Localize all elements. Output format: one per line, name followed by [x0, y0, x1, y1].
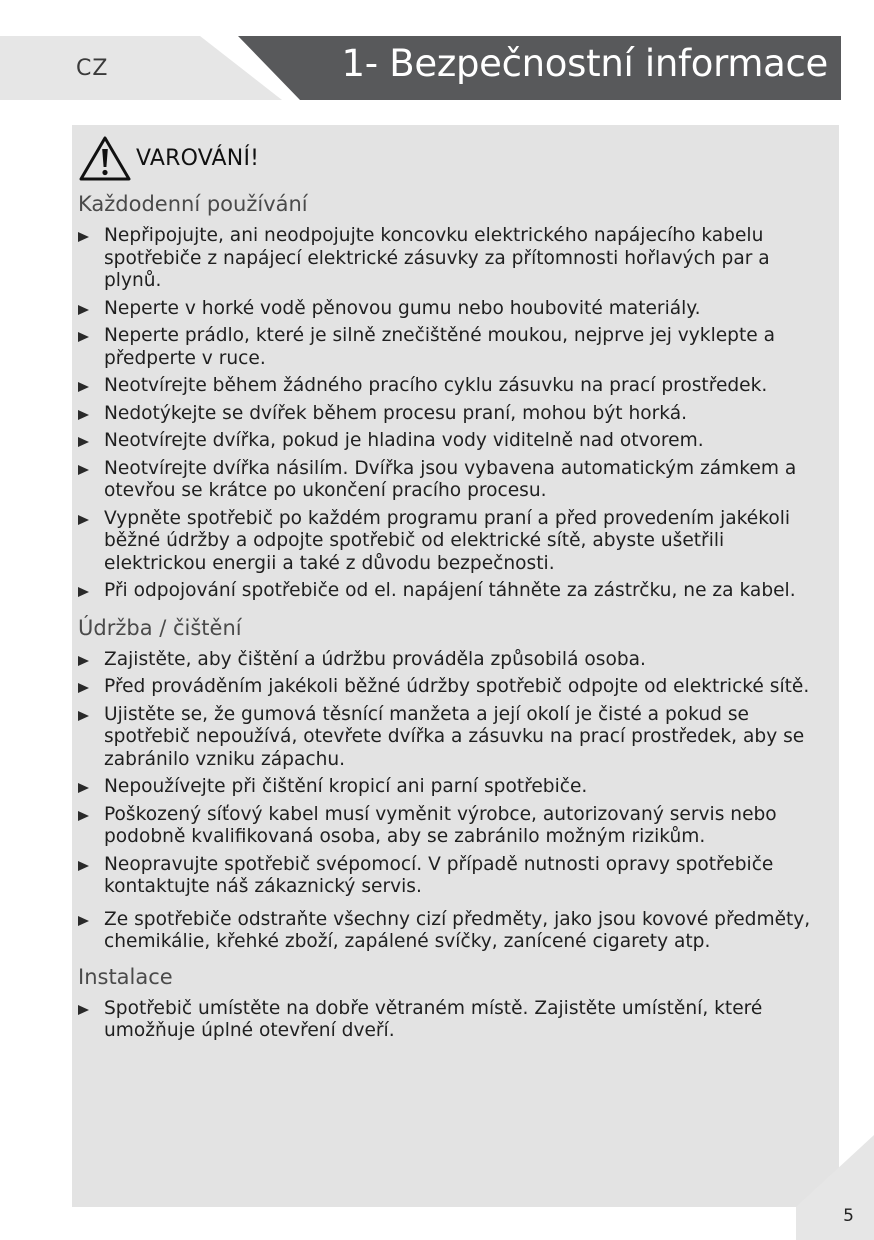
list-item: Vypněte spotřebič po každém programu praní a před provedením jakékoli běžné údržby a odpojte spotřebič od elektrické sítě, abyste ušetřili elektrickou energii a také z důvodu bezpečnosti.: [78, 508, 830, 576]
page-title: 1- Bezpečnostní informace: [341, 42, 828, 85]
list-item: Ze spotřebiče odstraňte všechny cizí předměty, jako jsou kovové předměty, chemikálie, křehké zboží, zapálené svíčky, zanícené cigarety atp.: [78, 909, 830, 954]
bullet-arrow-icon: [78, 305, 89, 315]
bullet-arrow-icon: [78, 811, 89, 821]
list-item: Neotvírejte dvířka násilím. Dvířka jsou vybavena automatickým zámkem a otevřou se krátce po ukončení pracího procesu.: [78, 458, 830, 503]
warning-title: VAROVÁNÍ!: [136, 145, 260, 171]
bullet-arrow-icon: [78, 656, 89, 666]
list-item: Nepřipojujte, ani neodpojujte koncovku elektrického napájecího kabelu spotřebiče z napájecí elektrické zásuvky za přítomnosti hořlavých par a plynů.: [78, 225, 830, 293]
list-item: Zajistěte, aby čištění a údržbu prováděla způsobilá osoba.: [78, 649, 830, 672]
warning-box: [72, 125, 839, 1207]
bullet-arrow-icon: [78, 382, 89, 392]
header-lang-tab: [0, 36, 282, 100]
warning-triangle-icon: [78, 134, 132, 182]
section-title-maintenance: Údržba / čištění: [78, 615, 242, 640]
bullet-arrow-icon: [78, 683, 89, 693]
bullet-arrow-icon: [78, 515, 89, 525]
list-item: Nepoužívejte při čištění kropicí ani parní spotřebiče.: [78, 776, 830, 799]
list-item: Neperte v horké vodě pěnovou gumu nebo houbovité materiály.: [78, 298, 830, 321]
list-item: Neopravujte spotřebič svépomocí. V případě nutnosti opravy spotřebiče kontaktujte náš zákaznický servis.: [78, 854, 830, 899]
bullet-arrow-icon: [78, 861, 89, 871]
list-item: Poškozený síťový kabel musí vyměnit výrobce, autorizovaný servis nebo podobně kvalifikovaná osoba, aby se zabránilo možným rizikům.: [78, 804, 830, 849]
bullet-arrow-icon: [78, 711, 89, 721]
section-title-installation: Instalace: [78, 964, 173, 989]
section-title-daily-use: Každodenní používání: [78, 192, 308, 216]
bullet-arrow-icon: [78, 783, 89, 793]
warning-content: [78, 191, 830, 1048]
bullet-arrow-icon: [78, 587, 89, 597]
list-item: Spotřebič umístěte na dobře větraném místě. Zajistěte umístění, které umožňuje úplné otevření dveří.: [78, 998, 830, 1043]
warning-header: [78, 133, 259, 183]
bullet-arrow-icon: [78, 410, 89, 420]
list-item: Neperte prádlo, které je silně znečištěné moukou, nejprve jej vyklepte a předperte v ruce.: [78, 325, 830, 370]
list-item: Před prováděním jakékoli běžné údržby spotřebič odpojte od elektrické sítě.: [78, 676, 830, 699]
bullet-arrow-icon: [78, 437, 89, 447]
bullet-arrow-icon: [78, 332, 89, 342]
language-code: CZ: [76, 56, 109, 81]
list-item: Ujistěte se, že gumová těsnící manžeta a její okolí je čisté a pokud se spotřebič nepoužívá, otevřete dvířka a zásuvku na prací prostředek, aby se zabránilo vzniku zápachu.: [78, 704, 830, 772]
bullet-arrow-icon: [78, 232, 89, 242]
installation-list: [78, 998, 830, 1043]
bullet-arrow-icon: [78, 916, 89, 926]
maintenance-list: [78, 649, 830, 954]
list-item: Nedotýkejte se dvířek během procesu praní, mohou být horká.: [78, 403, 830, 426]
daily-use-list: [78, 225, 830, 603]
list-item: Při odpojování spotřebiče od el. napájení táhněte za zástrčku, ne za kabel.: [78, 580, 830, 603]
bullet-arrow-icon: [78, 465, 89, 475]
list-item: Neotvírejte během žádného pracího cyklu zásuvku na prací prostředek.: [78, 375, 830, 398]
page-number: 5: [843, 1206, 854, 1226]
list-item: Neotvírejte dvířka, pokud je hladina vody viditelně nad otvorem.: [78, 430, 830, 453]
bullet-arrow-icon: [78, 1005, 89, 1015]
